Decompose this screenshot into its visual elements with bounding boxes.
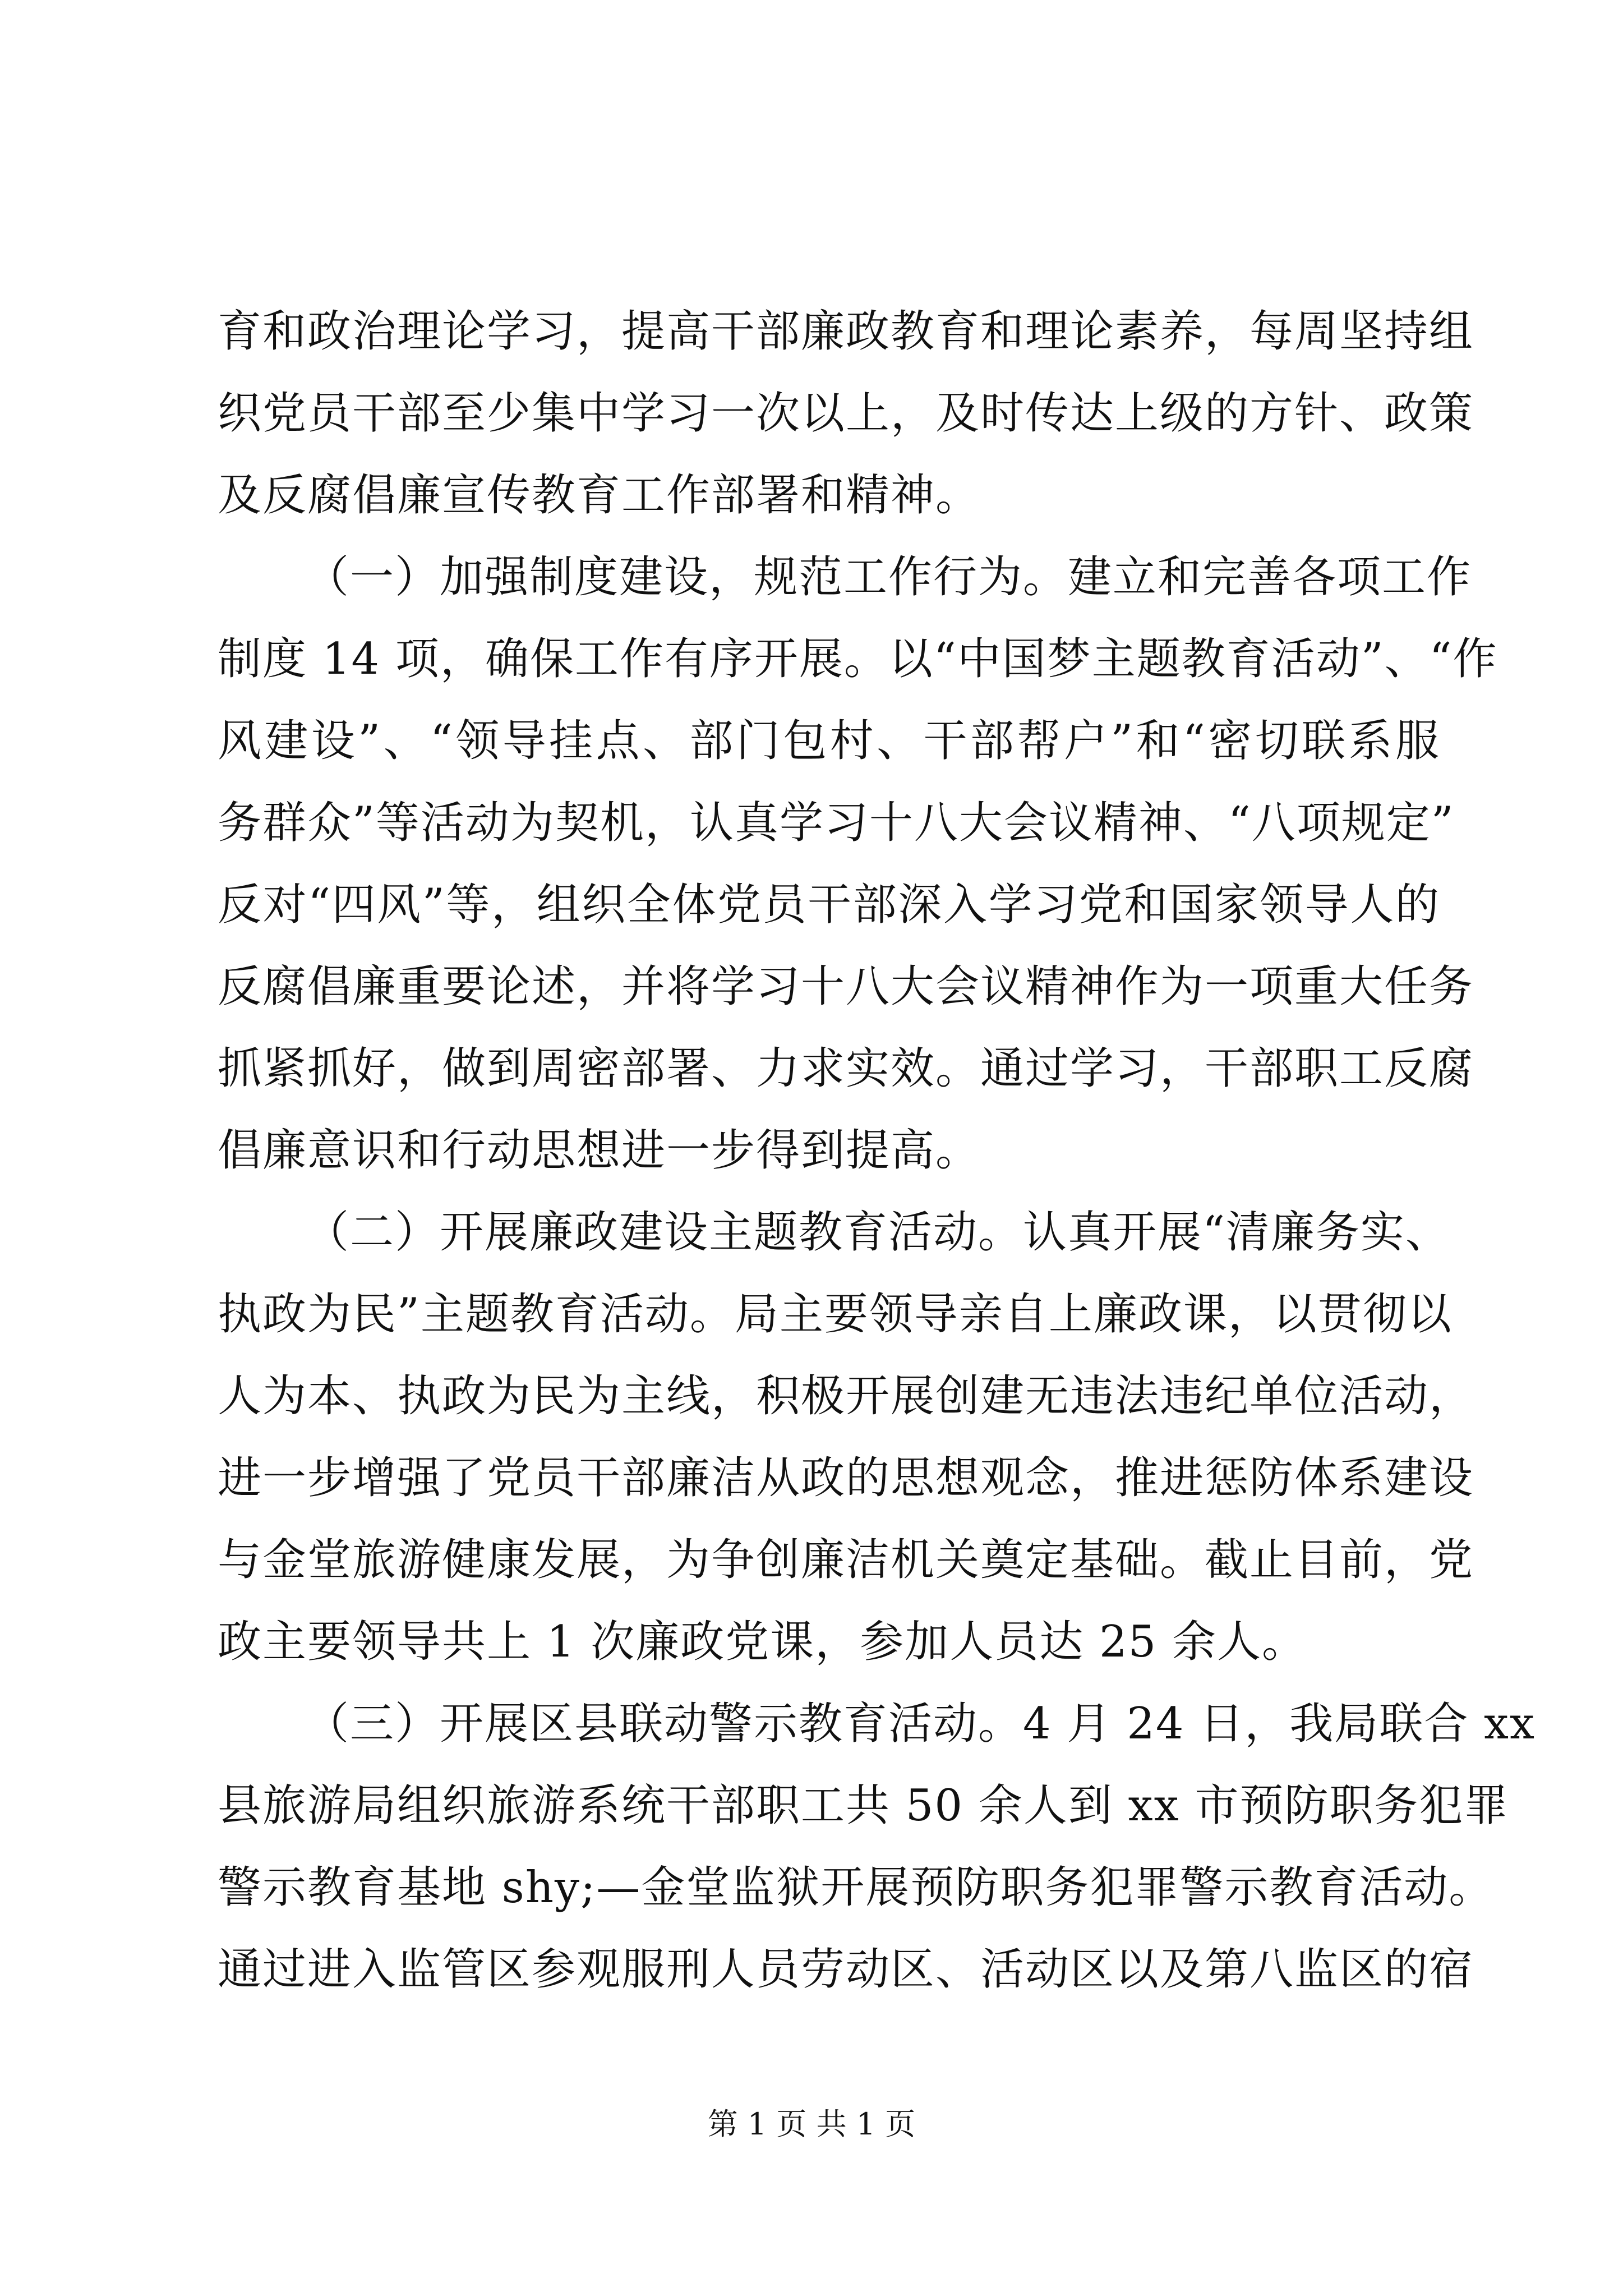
document-body	[218, 291, 1536, 2010]
text-line: 执政为民”主题教育活动。局主要领导亲自上廉政课，以贯彻以	[218, 1289, 1453, 1340]
section-heading-line: （一）加强制度建设，规范工作行为。建立和完善各项工作	[305, 552, 1472, 602]
text-line: 与金堂旅游健康发展，为争创廉洁机关奠定基础。截止目前，党	[218, 1535, 1474, 1585]
text-line: 通过进入监管区参观服刑人员劳动区、活动区以及第八监区的宿	[218, 1944, 1474, 1995]
text-line: 警示教育基地 shy;—金堂监狱开展预防职务犯罪警示教育活动。	[218, 1862, 1494, 1913]
text-line: 政主要领导共上 1 次廉政党课，参加人员达 25 余人。	[218, 1617, 1307, 1667]
page-footer	[0, 2105, 1623, 2144]
text-line: 及反腐倡廉宣传教育工作部署和精神。	[218, 470, 981, 521]
text-line: 县旅游局组织旅游系统干部职工共 50 余人到 xx 市预防职务犯罪	[218, 1780, 1509, 1831]
text-line: 人为本、执政为民为主线，积极开展创建无违法违纪单位活动，	[218, 1371, 1474, 1421]
text-line: 倡廉意识和行动思想进一步得到提高。	[218, 1125, 981, 1176]
section-heading-line: （二）开展廉政建设主题教育活动。认真开展“清廉务实、	[305, 1207, 1450, 1258]
text-line: 风建设”、“领导挂点、部门包村、干部帮户”和“密切联系服	[218, 716, 1440, 766]
page-number-label: 第 1 页 共 1 页	[707, 2106, 916, 2142]
text-line: 织党员干部至少集中学习一次以上，及时传达上级的方针、政策	[218, 388, 1474, 439]
text-line: 进一步增强了党员干部廉洁从政的思想观念，推进惩防体系建设	[218, 1453, 1474, 1503]
text-line: 育和政治理论学习，提高干部廉政教育和理论素养，每周坚持组	[218, 306, 1474, 357]
text-line: 务群众”等活动为契机，认真学习十八大会议精神、“八项规定”	[218, 798, 1455, 848]
section-heading-line: （三）开展区县联动警示教育活动。4 月 24 日，我局联合 xx	[305, 1699, 1536, 1749]
text-line: 制度 14 项，确保工作有序开展。以“中国梦主题教育活动”、“作	[218, 634, 1498, 684]
text-line: 反腐倡廉重要论述，并将学习十八大会议精神作为一项重大任务	[218, 961, 1474, 1012]
text-line: 抓紧抓好，做到周密部署、力求实效。通过学习，干部职工反腐	[218, 1043, 1474, 1094]
text-line: 反对“四风”等，组织全体党员干部深入学习党和国家领导人的	[218, 880, 1440, 930]
